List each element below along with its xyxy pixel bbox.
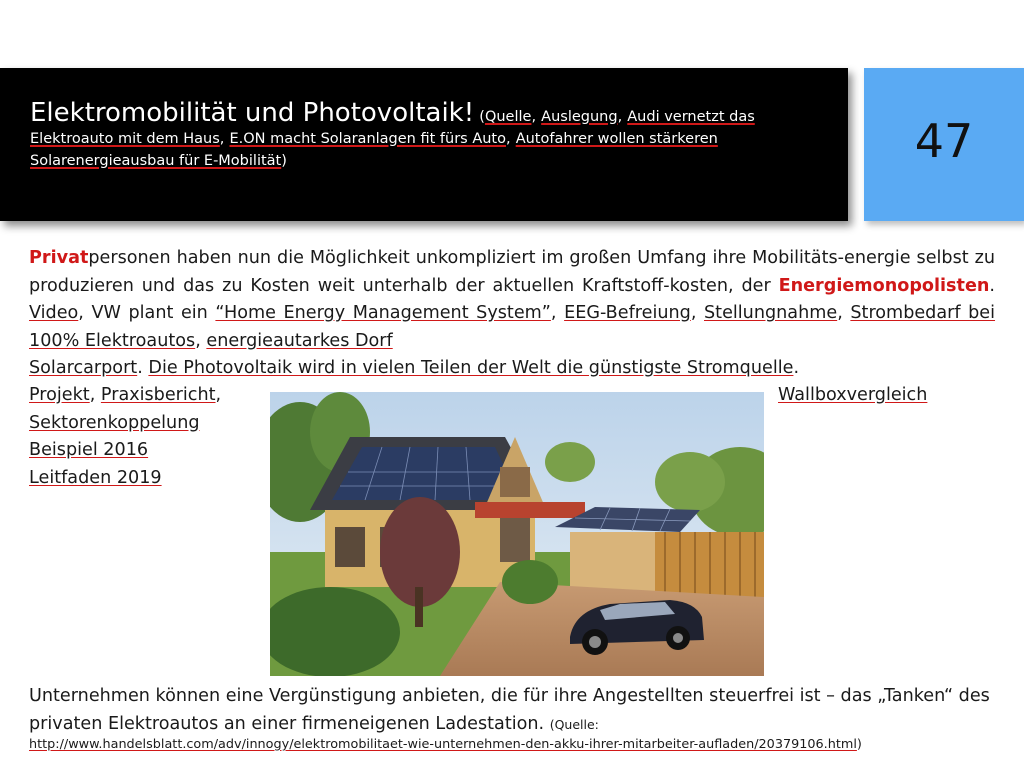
body-paragraph: Privatpersonen haben nun die Möglichkeit unkompliziert im großen Umfang ihre Mobilitäts-energie selbst zu produzieren und das zu Kosten weit unterhalb der aktuellen Kraftstoff-kosten, der Energiemonopolisten. Video, VW plant ein “Home Energy Management System”, EEG-Befreiung, Stellungnahme, Strombedarf bei 100% Elektroautos, energieautarkes Dorf Solarcarport. Die Photovoltaik wird in vielen Teilen der Welt die günstigste Stromquelle.: [29, 248, 996, 378]
link-sektorenkoppelung[interactable]: Sektorenkoppelung: [29, 412, 200, 433]
privat-highlight: Privat: [29, 248, 89, 268]
link-autofahrer-solar[interactable]: Autofahrer wollen stärkeren Solarenergieausbau für E-Mobilität: [30, 131, 718, 169]
link-video[interactable]: Video: [29, 303, 79, 323]
link-hems[interactable]: “Home Energy Management System”: [215, 303, 551, 323]
source-url-row: http://www.handelsblatt.com/adv/innogy/elektromobilitaet-wie-unternehmen-den-akku-ihrer-mitarbeiter-aufladen/20379106.html): [29, 737, 862, 752]
link-auslegung[interactable]: Auslegung: [541, 109, 618, 125]
link-handelsblatt-url[interactable]: http://www.handelsblatt.com/adv/innogy/elektromobilitaet-wie-unternehmen-den-akku-ihrer-mitarbeiter-aufladen/20379106.html: [29, 737, 857, 752]
link-quelle[interactable]: Quelle: [484, 109, 532, 125]
wallbox-row: [778, 382, 927, 410]
title-main: Elektromobilität und Photovoltaik!: [30, 98, 475, 128]
link-row-sektoren: [29, 410, 200, 438]
link-wallboxvergleich[interactable]: Wallboxvergleich: [778, 385, 928, 405]
slide-title: Elektromobilität und Photovoltaik! (Quelle, Auslegung, Audi vernetzt das Elektroauto mit dem Haus, E.ON macht Solaranlagen fit fürs Auto, Autofahrer wollen stärkeren Solarenergieausbau für E-Mobilität): [30, 98, 755, 169]
link-row-beispiel: [29, 437, 148, 465]
link-beispiel-2016[interactable]: Beispiel 2016: [29, 440, 149, 460]
link-eeg-befreiung[interactable]: EEG-Befreiung: [564, 303, 691, 323]
link-solarcarport[interactable]: Solarcarport: [29, 358, 138, 378]
link-row-projekt: Projekt, Praxisbericht,: [29, 385, 222, 405]
link-photovoltaik-guenstigste[interactable]: Die Photovoltaik wird in vielen Teilen der Welt die günstigste Stromquelle: [148, 358, 794, 378]
link-eon-solar[interactable]: E.ON macht Solaranlagen fit fürs Auto: [229, 131, 506, 147]
link-leitfaden-2019[interactable]: Leitfaden 2019: [29, 467, 162, 488]
link-stellungnahme[interactable]: Stellungnahme: [704, 303, 838, 323]
slide-number: 47: [914, 114, 974, 168]
house-solar-photo: [270, 392, 764, 676]
link-praxisbericht[interactable]: Praxisbericht: [100, 385, 216, 405]
energiemonopolisten-highlight: Energiemonopolisten: [778, 275, 990, 296]
link-projekt[interactable]: Projekt: [29, 385, 90, 405]
link-row-leitfaden: [29, 465, 162, 493]
link-strombedarf[interactable]: Strombedarf bei 100% Elektroautos: [29, 303, 996, 351]
bottom-paragraph: Unternehmen können eine Vergünstigung anbieten, die für ihre Angestellten steuerfrei ist – das „Tanken“ des privaten Elektroautos an einer firmeneigenen Ladestation. (Quelle:: [29, 686, 990, 734]
link-energieautarkes-dorf[interactable]: energieautarkes Dorf: [206, 330, 393, 351]
link-audi-haus[interactable]: Audi vernetzt das Elektroauto mit dem Haus: [30, 109, 755, 147]
